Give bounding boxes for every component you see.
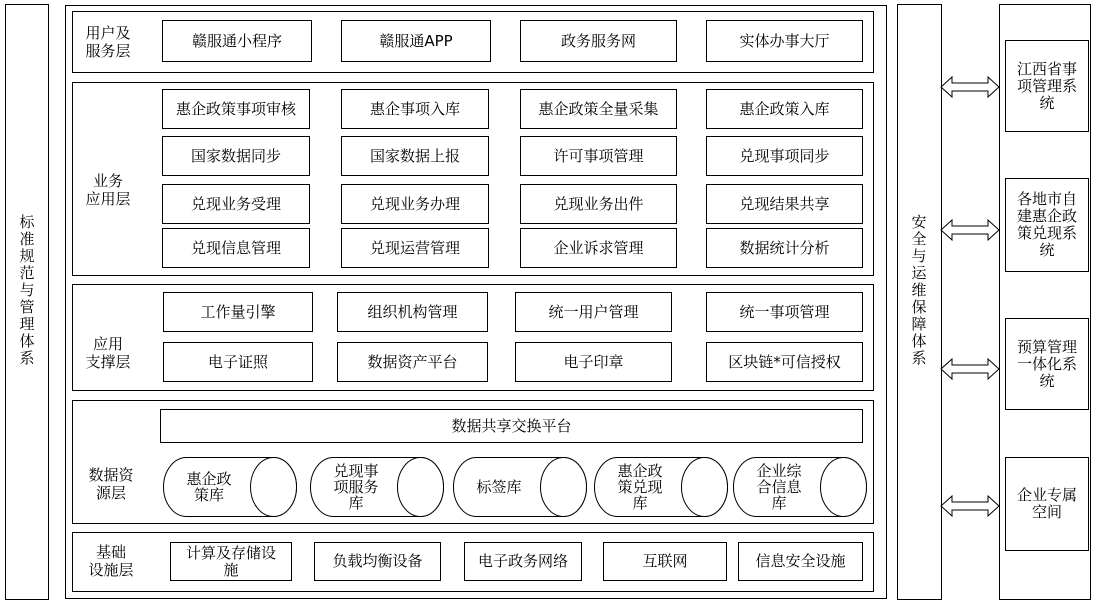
business-item: 惠企政策入库 [706,89,863,129]
business-item: 数据统计分析 [706,228,863,268]
business-item: 惠企政策事项审核 [162,89,310,129]
infra-item: 信息安全设施 [738,542,863,581]
user-item: 赣服通APP [341,20,491,62]
business-application-layer-label: 业务 应用层 [85,172,131,208]
database-label: 兑现事 项服务 库 [333,462,379,512]
business-item: 兑现结果共享 [706,184,863,224]
infra-item: 互联网 [603,542,727,581]
double-arrow-icon [940,218,1000,242]
business-item: 兑现信息管理 [162,228,310,268]
support-item: 区块链*可信授权 [706,342,863,382]
external-system: 企业专属 空间 [1005,457,1089,551]
database-cylinder [310,457,444,517]
user-item: 实体办事大厅 [706,20,863,62]
business-item: 许可事项管理 [520,136,677,176]
business-item: 企业诉求管理 [520,228,677,268]
data-resource-layer-label: 数据资 源层 [88,466,134,502]
business-item: 惠企事项入库 [341,89,489,129]
application-support-layer-label: 应用 支撑层 [85,335,131,371]
business-item: 兑现事项同步 [706,136,863,176]
support-item: 组织机构管理 [337,292,488,332]
business-item: 兑现业务办理 [341,184,489,224]
business-item: 兑现业务出件 [520,184,677,224]
data-sharing-platform: 数据共享交换平台 [160,409,863,443]
support-item: 统一事项管理 [706,292,863,332]
double-arrow-icon [940,75,1000,99]
support-item: 统一用户管理 [515,292,672,332]
user-item: 政务服务网 [520,20,677,62]
user-item: 赣服通小程序 [162,20,312,62]
infra-item: 负载均衡设备 [314,542,441,581]
business-item: 国家数据同步 [162,136,310,176]
database-label: 企业综 合信息 库 [756,462,802,512]
support-item: 电子印章 [515,342,672,382]
support-item: 电子证照 [163,342,313,382]
database-cylinder [594,457,728,517]
business-item: 兑现业务受理 [162,184,310,224]
infra-item: 计算及存储设 施 [170,542,292,581]
external-system: 预算管理 一体化系 统 [1005,318,1089,410]
database-label: 惠企政 策库 [186,470,232,504]
double-arrow-icon [940,494,1000,518]
database-cylinder [453,457,587,517]
database-cylinder [733,457,867,517]
double-arrow-icon [940,357,1000,381]
database-label: 惠企政 策兑现 库 [617,462,663,512]
support-item: 工作量引擎 [163,292,313,332]
security-ops-panel-label: 安全与运维保障体系 [911,213,927,367]
business-item: 兑现运营管理 [341,228,489,268]
business-item: 惠企政策全量采集 [520,89,677,129]
external-system: 江西省事 项管理系 统 [1005,40,1089,132]
support-item: 数据资产平台 [337,342,488,382]
infra-item: 电子政务网络 [464,542,582,581]
standards-panel-label: 标准规范与管理体系 [19,213,35,367]
external-system: 各地市自 建惠企政 策兑现系 统 [1005,178,1089,272]
database-label: 标签库 [476,478,522,496]
infrastructure-layer-label: 基础 设施层 [88,543,134,579]
user-service-layer-label: 用户及 服务层 [85,24,131,60]
database-cylinder [163,457,297,517]
business-item: 国家数据上报 [341,136,489,176]
